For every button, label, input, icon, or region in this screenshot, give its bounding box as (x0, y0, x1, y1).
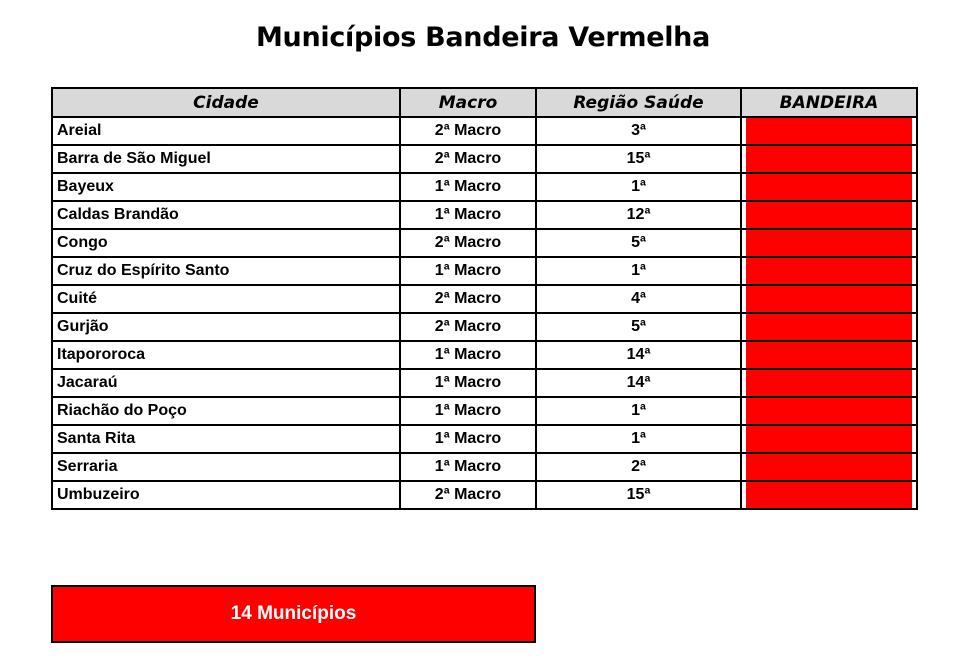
red-flag-swatch (746, 230, 912, 256)
cell-cidade: Umbuzeiro (52, 481, 400, 509)
red-flag-swatch (746, 370, 912, 396)
table-row (52, 453, 917, 481)
cell-macro: 1ª Macro (400, 425, 536, 453)
cell-regiao-saude: 1ª (536, 173, 741, 201)
cell-bandeira (741, 369, 917, 397)
cell-macro: 1ª Macro (400, 257, 536, 285)
red-flag-swatch (746, 146, 912, 172)
table-row (52, 341, 917, 369)
table-row (52, 481, 917, 509)
cell-regiao-saude: 1ª (536, 425, 741, 453)
cell-regiao-saude: 4ª (536, 285, 741, 313)
cell-regiao-saude: 14ª (536, 341, 741, 369)
cell-cidade: Areial (52, 117, 400, 145)
table-row (52, 229, 917, 257)
red-flag-swatch (746, 454, 912, 480)
cell-cidade: Gurjão (52, 313, 400, 341)
cell-bandeira (741, 397, 917, 425)
table-row (52, 369, 917, 397)
municipios-table (51, 87, 918, 510)
red-flag-swatch (746, 258, 912, 284)
table-row (52, 425, 917, 453)
cell-macro: 2ª Macro (400, 481, 536, 509)
cell-cidade: Caldas Brandão (52, 201, 400, 229)
cell-cidade: Cuité (52, 285, 400, 313)
cell-regiao-saude: 14ª (536, 369, 741, 397)
cell-cidade: Congo (52, 229, 400, 257)
summary-box (51, 585, 536, 643)
table-row (52, 173, 917, 201)
cell-macro: 1ª Macro (400, 201, 536, 229)
cell-bandeira (741, 257, 917, 285)
cell-macro: 2ª Macro (400, 229, 536, 257)
cell-regiao-saude: 1ª (536, 257, 741, 285)
table-header-row (52, 88, 917, 117)
red-flag-swatch (746, 398, 912, 424)
cell-regiao-saude: 5ª (536, 229, 741, 257)
cell-macro: 2ª Macro (400, 285, 536, 313)
red-flag-swatch (746, 426, 912, 452)
cell-cidade: Riachão do Poço (52, 397, 400, 425)
cell-bandeira (741, 117, 917, 145)
cell-cidade: Barra de São Miguel (52, 145, 400, 173)
cell-bandeira (741, 201, 917, 229)
cell-cidade: Serraria (52, 453, 400, 481)
cell-cidade: Bayeux (52, 173, 400, 201)
red-flag-swatch (746, 482, 912, 508)
cell-macro: 1ª Macro (400, 173, 536, 201)
cell-cidade: Cruz do Espírito Santo (52, 257, 400, 285)
cell-cidade: Santa Rita (52, 425, 400, 453)
cell-macro: 1ª Macro (400, 341, 536, 369)
cell-cidade: Itapororoca (52, 341, 400, 369)
table-row (52, 313, 917, 341)
cell-bandeira (741, 285, 917, 313)
red-flag-swatch (746, 342, 912, 368)
cell-macro: 1ª Macro (400, 453, 536, 481)
cell-bandeira (741, 229, 917, 257)
cell-cidade: Jacaraú (52, 369, 400, 397)
cell-regiao-saude: 1ª (536, 397, 741, 425)
table-row (52, 145, 917, 173)
red-flag-swatch (746, 286, 912, 312)
cell-regiao-saude: 15ª (536, 145, 741, 173)
cell-macro: 1ª Macro (400, 369, 536, 397)
cell-bandeira (741, 145, 917, 173)
red-flag-swatch (746, 202, 912, 228)
cell-bandeira (741, 425, 917, 453)
cell-macro: 2ª Macro (400, 145, 536, 173)
table-row (52, 201, 917, 229)
table-row (52, 117, 917, 145)
red-flag-swatch (746, 118, 912, 144)
summary-label: 14 Municípios (230, 603, 357, 624)
cell-regiao-saude: 12ª (536, 201, 741, 229)
column-header-cidade: Cidade (52, 88, 400, 117)
red-flag-swatch (746, 174, 912, 200)
cell-regiao-saude: 15ª (536, 481, 741, 509)
column-header-bandeira: BANDEIRA (741, 88, 917, 117)
cell-bandeira (741, 313, 917, 341)
column-header-macro: Macro (400, 88, 536, 117)
table-row (52, 285, 917, 313)
cell-regiao-saude: 5ª (536, 313, 741, 341)
cell-macro: 1ª Macro (400, 397, 536, 425)
cell-bandeira (741, 481, 917, 509)
cell-bandeira (741, 453, 917, 481)
table-body (52, 117, 917, 509)
cell-regiao-saude: 3ª (536, 117, 741, 145)
red-flag-swatch (746, 314, 912, 340)
cell-macro: 2ª Macro (400, 313, 536, 341)
cell-macro: 2ª Macro (400, 117, 536, 145)
cell-regiao-saude: 2ª (536, 453, 741, 481)
table-row (52, 397, 917, 425)
cell-bandeira (741, 341, 917, 369)
page-title: Municípios Bandeira Vermelha (255, 22, 711, 53)
column-header-regiao-saude: Região Saúde (536, 88, 741, 117)
cell-bandeira (741, 173, 917, 201)
table-row (52, 257, 917, 285)
